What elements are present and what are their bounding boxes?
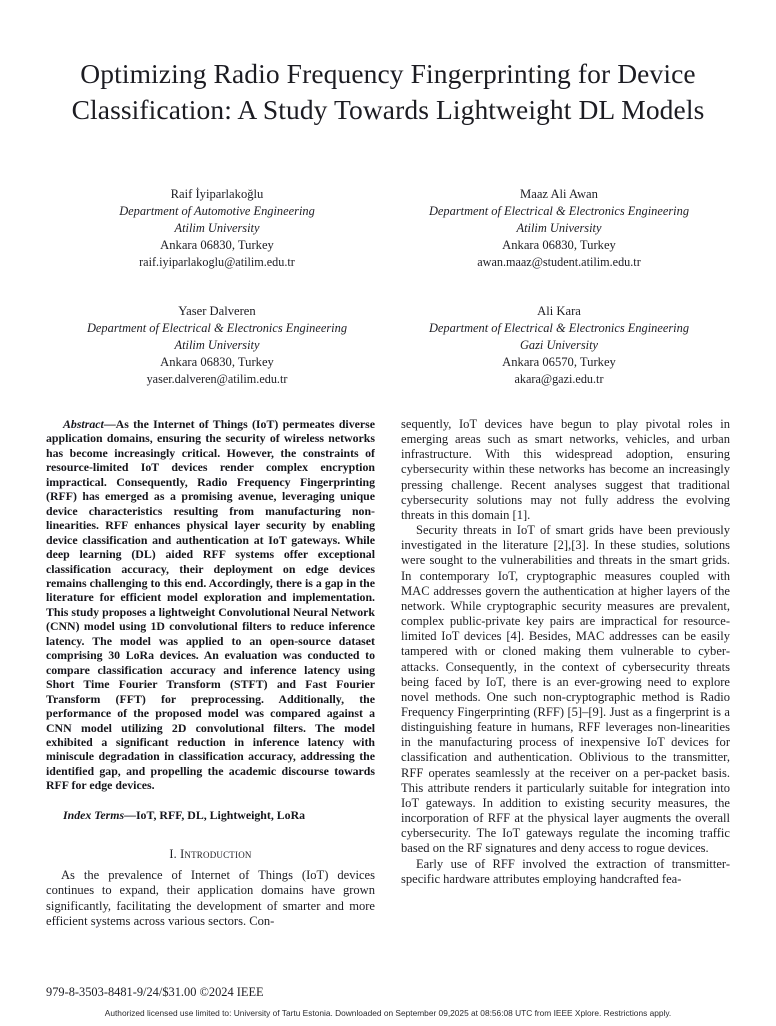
index-terms-text: IoT, RFF, DL, Lightweight, LoRa [135,807,306,822]
author-email[interactable]: awan.maaz@student.atilim.edu.tr [477,255,641,269]
paragraph-intro-1-continued: sequently, IoT devices have begun to play pivotal roles in emerging areas such as smart networks, vehicles, and urban infrastructure. With this widespread adoption, ensuring cybersecurity within these networks has become an increasingly pressing challenge. Recent analyses suggest that traditional cybersecurity solutions may not fully address the evolving threats in this domain [1]. [401,417,730,522]
author-email[interactable]: akara@gazi.edu.tr [514,372,604,386]
paragraph-intro-3: Early use of RFF involved the extraction of transmitter-specific hardware attributes employing handcrafted fea- [401,856,730,886]
author-name: Ali Kara [537,304,581,318]
author-entry-3 [46,303,388,388]
body-columns [46,417,730,965]
paragraph-intro-2: Security threats in IoT of smart grids have been previously investigated in the literature [2],[3]. In these studies, solutions were sought to the vulnerabilities and threats in the smart grids. In contemporary IoT, cryptographic measures coupled with MAC addresses govern the authentication at higher layers of the network. While cryptographic security measures are prevalent, complex public-private key pairs are impractical for resource-limited IoT devices [4]. Besides, MAC addresses can be easily tampered with or cloned making them vulnerable to cyber-attacks. Consequently, in the context of cybersecurity threats being faced by IoT, there is an ever-growing need to explore novel methods. One such non-cryptographic method is Radio Frequency Fingerprinting (RFF) [5]–[9]. Just as a fingerprint is a distinguishing feature in humans, RFF leverages non-linearities in the manufacturing process of inexpensive IoT devices for classification and authentication. Oblivious to the transmitter, RFF operates seamlessly at the receiver on a per-packet basis. This attribute renders it particularly suitable for integration into IoT gateways. In addition to existing security measures, the incorporation of RFF at the physical layer augments the overall cybersecurity. The IoT gateways regulate the incoming traffic based on the RF signatures and deny access to rogue devices. [401,523,730,856]
index-terms-paragraph [46,808,375,822]
author-city: Ankara 06570, Turkey [502,355,616,369]
index-terms-label: Index Terms [63,807,125,822]
author-department: Department of Electrical & Electronics Engineering [428,321,690,335]
author-city: Ankara 06830, Turkey [502,238,616,252]
author-entry-1 [46,186,388,271]
author-name: Maaz Ali Awan [520,187,598,201]
author-university: Atilim University [516,221,602,235]
abstract-dash: — [103,417,116,431]
section-heading-introduction: I. Introduction [169,847,252,862]
column-right [401,417,730,965]
ieee-xplore-download-stamp: Authorized licensed use limited to: University of Tartu Estonia. Downloaded on September 09,2025 at 08:56:08 UTC from IEEE Xplore. Restrictions apply. [104,1008,672,1018]
index-terms-dash: — [124,807,136,822]
abstract-label: Abstract [63,417,104,431]
author-university: Atilim University [174,338,260,352]
author-block [46,186,730,388]
paragraph-intro-1: As the prevalence of Internet of Things (IoT) devices continues to expand, their application domains have grown significantly, facilitating the development of smarter and more efficient systems across various sectors. Con- [46,868,375,928]
title-block [58,56,718,128]
author-row [46,186,730,271]
abstract-paragraph [46,417,375,793]
author-city: Ankara 06830, Turkey [160,355,274,369]
author-email[interactable]: raif.iyiparlakoglu@atilim.edu.tr [139,255,295,269]
author-entry-4 [388,303,730,388]
author-email[interactable]: yaser.dalveren@atilim.edu.tr [146,372,288,386]
column-left [46,417,375,965]
author-department: Department of Electrical & Electronics Engineering [428,204,690,218]
author-university: Atilim University [174,221,260,235]
author-city: Ankara 06830, Turkey [160,238,274,252]
author-row [46,303,730,388]
copyright-notice: 979-8-3503-8481-9/24/$31.00 ©2024 IEEE [46,985,264,999]
author-department: Department of Automotive Engineering [119,204,315,218]
author-entry-2 [388,186,730,271]
author-university: Gazi University [519,338,599,352]
abstract-text: As the Internet of Things (IoT) permeates diverse application domains, ensuring the security of wireless networks has become increasingly critical. However, the constraints of resource-limited IoT devices render complex encryption impractical. Consequently, Radio Frequency Fingerprinting (RFF) has emerged as a promising avenue, leveraging unique device characteristics resulting from manufacturing non-linearities. RFF enhances physical layer security by enabling device classification and authentication at IoT gateways. While deep learning (DL) aided RFF systems offer exceptional classification accuracy, their deployment on edge devices remains challenging to this end. Accordingly, there is a gap in the literature for efficient model exploration and implementation. This study proposes a lightweight Convolutional Neural Network (CNN) model using 1D convolutional filters to reduce inference latency. The model was applied to an open-source dataset comprising 30 LoRa devices. An evaluation was conducted to compare classification accuracy and inference latency using Short Time Fourier Transform (STFT) and Fast Fourier Transform (FFT) for preprocessing. Additionally, the performance of the proposed model was compared against a CNN model utilizing 2D convolutional filters. The model exhibited a significant reduction in inference latency with miniscule degradation in classification accuracy, addressing the identified gap, and propelling the academic discourse towards RFF for edge devices. [46,417,375,793]
author-name: Yaser Dalveren [178,304,256,318]
author-name: Raif İyiparlakoğlu [170,187,264,201]
page-title: Optimizing Radio Frequency Fingerprinting for Device Classification: A Study Towards Lightweight DL Models [71,58,705,125]
author-department: Department of Electrical & Electronics Engineering [86,321,348,335]
